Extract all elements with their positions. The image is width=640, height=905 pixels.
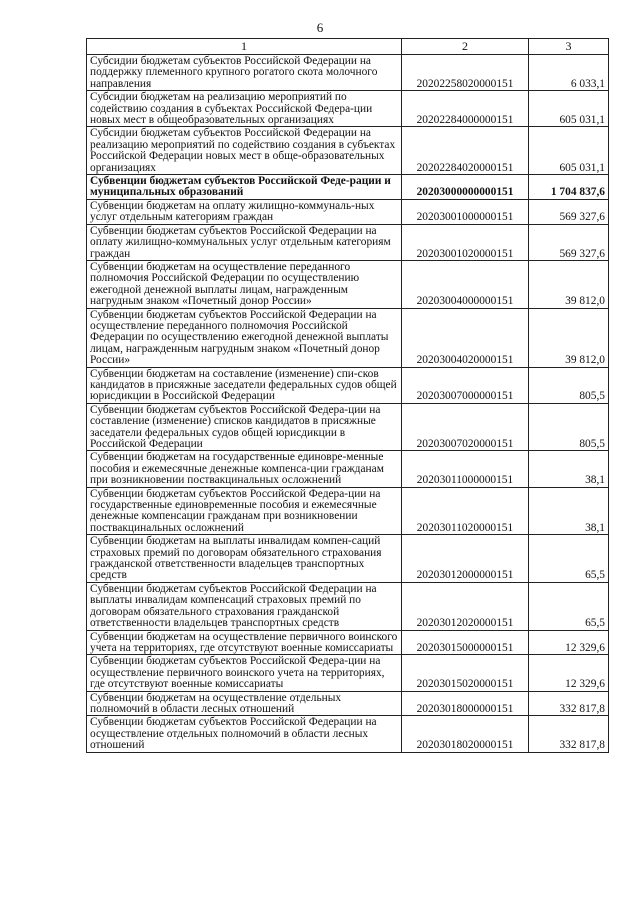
row-code-cell: 20203004000000151 — [402, 260, 529, 308]
table-row — [87, 655, 609, 691]
row-amount-cell: 38,1 — [529, 487, 609, 535]
row-name-cell: Субвенции бюджетам субъектов Российской Федерации на осуществление отдельных полномочий в области лесных отношений — [87, 716, 402, 752]
column-header-1: 1 — [87, 39, 402, 55]
table-row — [87, 127, 609, 175]
table-row — [87, 691, 609, 716]
row-name-cell: Субсидии бюджетам на реализацию мероприятий по содействию создания в субъектах Российской Федера-ции новых мест в общеобразовательных организациях — [87, 91, 402, 127]
table-row — [87, 367, 609, 403]
row-amount-cell: 332 817,8 — [529, 691, 609, 716]
row-name-cell: Субвенции бюджетам на выплаты инвалидам компен-саций страховых премий по договорам обязательного страхования гражданской ответственности владельцев транспортных средств — [87, 535, 402, 583]
row-code-cell: 20202258020000151 — [402, 55, 529, 91]
row-name-cell: Субвенции бюджетам субъектов Российской Федера-ции на составление (изменение) списков кандидатов в присяжные заседатели федеральных судов общей юрисдикции в Российской Федерации — [87, 403, 402, 451]
row-amount-cell: 332 817,8 — [529, 716, 609, 752]
row-name-cell: Субвенции бюджетам на государственные единовре-менные пособия и ежемесячные денежные компенса-ции гражданам при возникновении поствакцинальных осложнений — [87, 451, 402, 487]
table-row — [87, 224, 609, 260]
table-row — [87, 582, 609, 630]
row-amount-cell: 12 329,6 — [529, 655, 609, 691]
row-code-cell: 20203011000000151 — [402, 451, 529, 487]
row-code-cell: 20203012000000151 — [402, 535, 529, 583]
row-code-cell: 20203001020000151 — [402, 224, 529, 260]
table-row — [87, 260, 609, 308]
row-name-cell: Субвенции бюджетам субъектов Российской Федерации на осуществление переданного полномочия Российской Федерации по осуществлению ежегодной денежной выплаты лицам, награжденным нагрудным знаком «Почетный донор России» — [87, 308, 402, 367]
row-code-cell: 20203001000000151 — [402, 199, 529, 224]
table-row — [87, 487, 609, 535]
table-row — [87, 716, 609, 752]
row-name-cell: Субсидии бюджетам субъектов Российской Федерации на поддержку племенного крупного рогатого скота молочного направления — [87, 55, 402, 91]
table-row — [87, 175, 609, 200]
row-code-cell: 20203011020000151 — [402, 487, 529, 535]
page-number: 6 — [316, 20, 324, 35]
row-amount-cell: 39 812,0 — [529, 260, 609, 308]
table-row — [87, 451, 609, 487]
row-code-cell: 20203018000000151 — [402, 691, 529, 716]
row-amount-cell: 569 327,6 — [529, 199, 609, 224]
row-name-cell: Субвенции бюджетам на осуществление первичного воинского учета на территориях, где отсутствуют военные комиссариаты — [87, 630, 402, 655]
row-code-cell: 20203000000000151 — [402, 175, 529, 200]
row-amount-cell: 6 033,1 — [529, 55, 609, 91]
table-row — [87, 403, 609, 451]
row-name-cell: Субвенции бюджетам субъектов Российской Федера-ции на осуществление первичного воинского учета на территориях, где отсутствуют военные комиссариаты — [87, 655, 402, 691]
row-name-cell: Субвенции бюджетам на оплату жилищно-коммуналь-ных услуг отдельным категориям граждан — [87, 199, 402, 224]
row-code-cell: 20202284000000151 — [402, 91, 529, 127]
row-code-cell: 20203012020000151 — [402, 582, 529, 630]
row-name-cell: Субсидии бюджетам субъектов Российской Федерации на реализацию мероприятий по содействию создания в субъектах Российской Федерации новых мест в обще-образовательных организациях — [87, 127, 402, 175]
row-name-cell: Субвенции бюджетам субъектов Российской Федера-ции на государственные единовременные пособия и ежемесячные денежные компенсации гражданам при возникновении поствакцинальных осложнений — [87, 487, 402, 535]
row-code-cell: 20202284020000151 — [402, 127, 529, 175]
row-code-cell: 20203015020000151 — [402, 655, 529, 691]
row-amount-cell: 65,5 — [529, 535, 609, 583]
row-code-cell: 20203015000000151 — [402, 630, 529, 655]
row-amount-cell: 65,5 — [529, 582, 609, 630]
table-row — [87, 535, 609, 583]
table-row — [87, 630, 609, 655]
table-row — [87, 91, 609, 127]
row-name-cell: Субвенции бюджетам субъектов Российской Федерации на выплаты инвалидам компенсаций страховых премий по договорам обязательного страхования гражданской ответственности владельцев транспортных средств — [87, 582, 402, 630]
row-name-cell: Субвенции бюджетам на составление (изменение) спи-сков кандидатов в присяжные заседатели федеральных судов общей юрисдикции в Российской Федерации — [87, 367, 402, 403]
row-name-cell: Субвенции бюджетам на осуществление переданного полномочия Российской Федерации по осуществлению ежегодной денежной выплаты лицам, награжденным нагрудным знаком «Почетный донор России» — [87, 260, 402, 308]
row-amount-cell: 605 031,1 — [529, 91, 609, 127]
table-row — [87, 199, 609, 224]
row-code-cell: 20203007020000151 — [402, 403, 529, 451]
budget-revenue-table — [86, 38, 609, 753]
row-amount-cell: 605 031,1 — [529, 127, 609, 175]
row-amount-cell: 805,5 — [529, 403, 609, 451]
row-name-cell: Субвенции бюджетам на осуществление отдельных полномочий в области лесных отношений — [87, 691, 402, 716]
table-row — [87, 308, 609, 367]
row-amount-cell: 1 704 837,6 — [529, 175, 609, 200]
table-header-row — [87, 39, 609, 55]
row-code-cell: 20203004020000151 — [402, 308, 529, 367]
row-name-cell: Субвенции бюджетам субъектов Российской Феде-рации и муниципальных образований — [87, 175, 402, 200]
row-code-cell: 20203018020000151 — [402, 716, 529, 752]
row-amount-cell: 39 812,0 — [529, 308, 609, 367]
column-header-3: 3 — [529, 39, 609, 55]
row-amount-cell: 569 327,6 — [529, 224, 609, 260]
row-amount-cell: 38,1 — [529, 451, 609, 487]
table-row — [87, 55, 609, 91]
row-amount-cell: 12 329,6 — [529, 630, 609, 655]
row-amount-cell: 805,5 — [529, 367, 609, 403]
row-name-cell: Субвенции бюджетам субъектов Российской Федерации на оплату жилищно-коммунальных услуг отдельным категориям граждан — [87, 224, 402, 260]
row-code-cell: 20203007000000151 — [402, 367, 529, 403]
column-header-2: 2 — [402, 39, 529, 55]
